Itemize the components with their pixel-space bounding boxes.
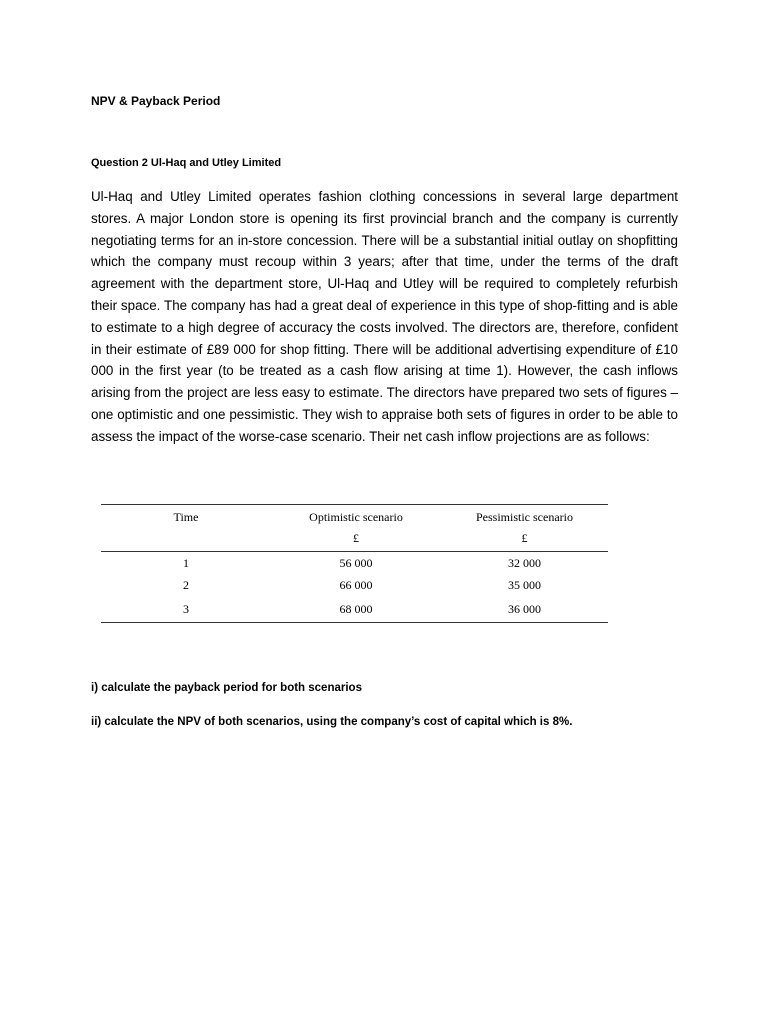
table-cell-pessimistic: 36 000 [441, 596, 608, 623]
table-cell-time: 2 [183, 577, 189, 592]
table-unit-optimistic: £ [271, 525, 441, 552]
table-cell-pessimistic: 35 000 [508, 577, 541, 592]
table-cell-pessimistic: 32 000 [508, 555, 541, 570]
table-unit-time [101, 525, 271, 552]
question-body-text: Ul-Haq and Utley Limited operates fashion clothing concessions in several large department stores. A major London store is opening its first provincial branch and the company is currently negotiating terms for an in-store concession. There will be a substantial initial outlay on shopfitting which the company must recoup within 3 years; after that time, under the terms of the draft agreement with the department store, Ul-Haq and Utley will be required to completely refurbish their space. The company has had a great deal of experience in this type of shop-fitting and is able to estimate to a high degree of accuracy the costs involved. The directors are, therefore, confident in their estimate of £89 000 for shop fitting. There will be additional advertising expenditure of £10 000 in the first year (to be treated as a cash flow arising at time 1). However, the cash inflows arising from the project are less easy to estimate. The directors have prepared two sets of figures – one optimistic and one pessimistic. They wish to appraise both sets of figures in order to be able to assess the impact of the worse-case scenario. Their net cash inflow projections are as follows: [91, 189, 678, 444]
table-header-row [101, 505, 608, 526]
table-cell-time: 3 [101, 596, 271, 623]
table-header-optimistic: Optimistic scenario [271, 505, 441, 526]
question-part-ii: ii) calculate the NPV of both scenarios, using the company’s cost of capital which is 8%. [91, 716, 573, 728]
table-header-time: Time [101, 505, 271, 526]
table-cell-optimistic: 66 000 [339, 577, 373, 592]
table-row [101, 574, 608, 596]
table-row [101, 596, 608, 623]
table-row [101, 552, 608, 575]
table-header-pessimistic: Pessimistic scenario [441, 505, 608, 526]
question-heading: Question 2 Ul-Haq and Utley Limited [91, 157, 282, 169]
cash-inflow-table [101, 504, 608, 623]
table-units-row [101, 525, 608, 552]
question-part-i: i) calculate the payback period for both scenarios [91, 682, 362, 694]
table-unit-pessimistic: £ [441, 525, 608, 552]
table-cell-time: 1 [183, 555, 189, 570]
table-cell-optimistic: 68 000 [271, 596, 441, 623]
page-title: NPV & Payback Period [91, 94, 221, 108]
table-cell-optimistic: 56 000 [339, 555, 373, 570]
